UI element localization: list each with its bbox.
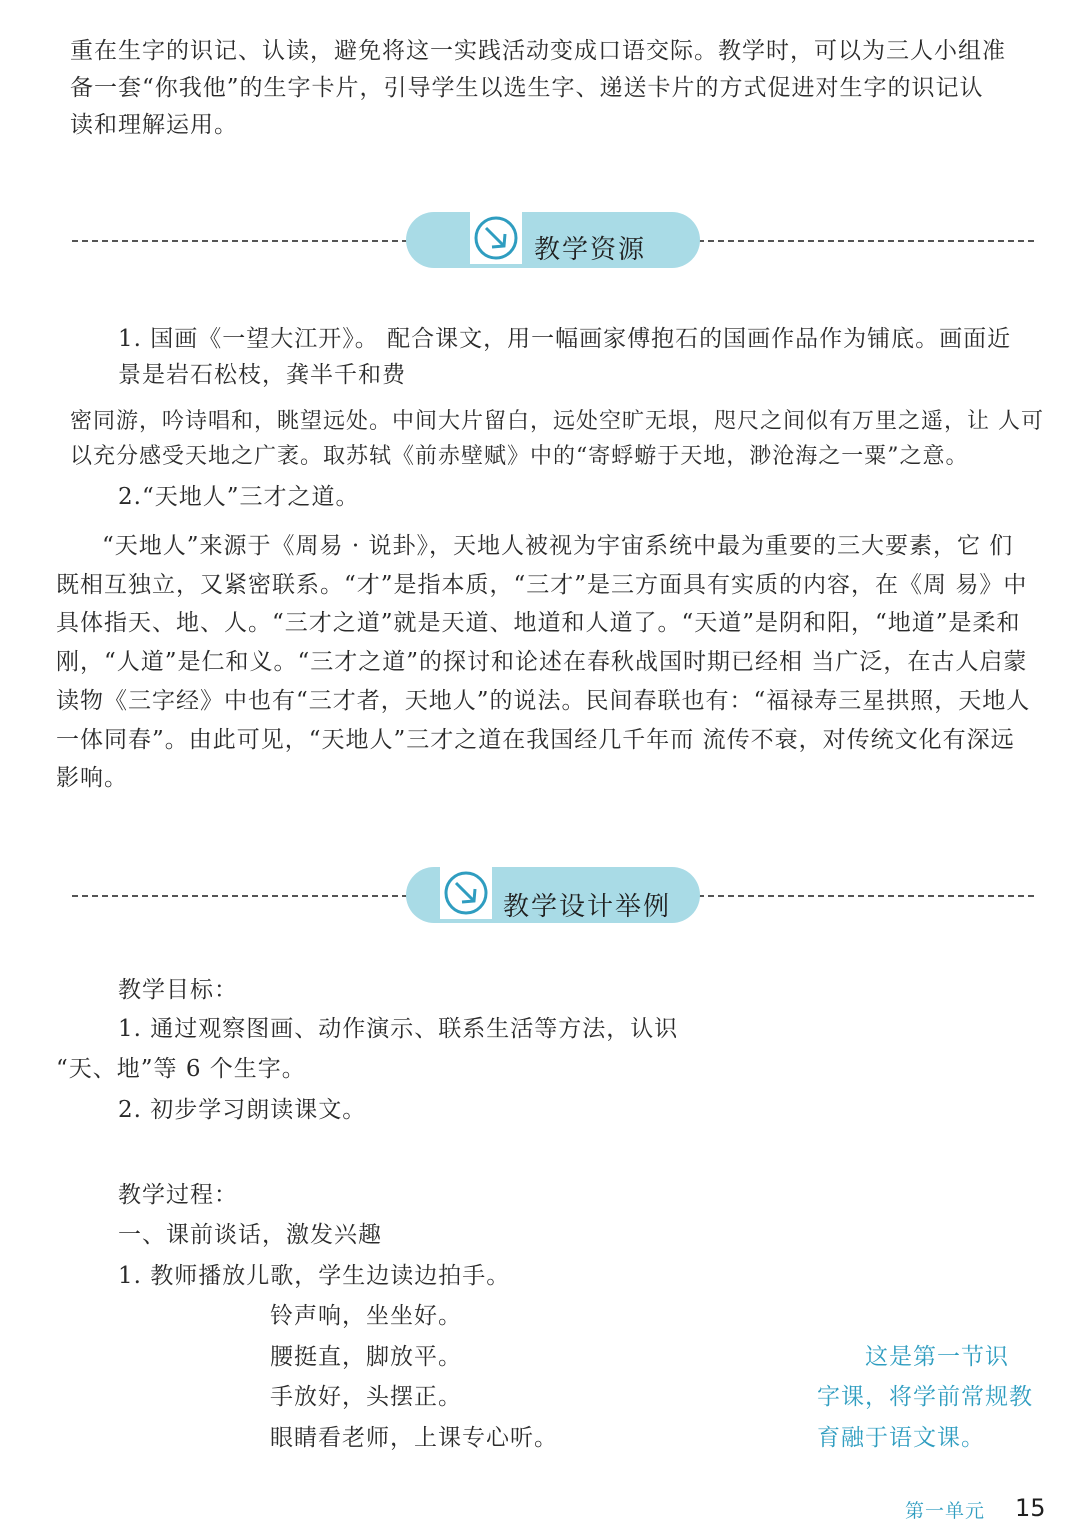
divider-right — [698, 895, 1034, 897]
poem-line: 腰挺直，脚放平。 — [270, 1344, 462, 1370]
body-line: 1. 通过观察图画、动作演示、联系生活等方法，认识 — [118, 1016, 679, 1042]
intro-line: 重在生字的识记、认读，避免将这一实践活动变成口语交际。教学时，可以为三人小组准 — [70, 38, 1006, 64]
body-line: 刚，“人道”是仁和义。“三才之道”的探讨和论述在春秋战国时期已经相 当广泛，在古人启蒙 — [56, 649, 1028, 675]
intro-line: 读和理解运用。 — [70, 112, 238, 138]
body-line: 既相互独立，又紧密联系。“才”是指本质，“三才”是三方面具有实质的内容，在《周 易》中 — [56, 572, 1028, 598]
arrow-circle-icon — [470, 212, 522, 264]
divider-right — [698, 240, 1034, 242]
side-note-line: 这是第一节识 — [865, 1344, 1009, 1370]
side-note-line: 育融于语文课。 — [817, 1425, 985, 1451]
poem-line: 眼睛看老师，上课专心听。 — [270, 1425, 558, 1451]
body-line: 2.“天地人”三才之道。 — [118, 484, 360, 510]
intro-line: 备一套“你我他”的生字卡片，引导学生以选生字、递送卡片的方式促进对生字的识记认 — [70, 75, 984, 101]
body-line: 影响。 — [56, 765, 128, 791]
body-line: 以充分感受天地之广袤。取苏轼《前赤壁赋》中的“寄蜉蝣于天地，渺沧海之一粟”之意。 — [70, 444, 969, 469]
divider-left — [72, 895, 408, 897]
page-number: 15 — [1015, 1494, 1046, 1522]
body-line: 1. 教师播放儿歌，学生边读边拍手。 — [118, 1263, 511, 1289]
body-line: “天、地”等 6 个生字。 — [56, 1056, 306, 1082]
poem-line: 铃声响，坐坐好。 — [270, 1303, 462, 1329]
body-line: 密同游，吟诗唱和，眺望远处。中间大片留白，远处空旷无垠，咫尺之间似有万里之遥，让 人可 — [70, 409, 1044, 434]
body-line: 1. 国画《一望大江开》。 配合课文，用一幅画家傅抱石的国画作品作为铺底。画面近 — [118, 326, 1012, 352]
body-line: 教学目标： — [118, 977, 238, 1003]
body-line: 教学过程： — [118, 1182, 238, 1208]
section-title: 教学资源 — [534, 235, 647, 265]
footer-unit: 第一单元 — [905, 1500, 986, 1522]
arrow-circle-icon — [440, 867, 492, 919]
divider-left — [72, 240, 408, 242]
body-line: “天地人”来源于《周易 · 说卦》，天地人被视为宇宙系统中最为重要的三大要素，它 们 — [102, 533, 1014, 559]
body-line: 一体同春”。由此可见，“天地人”三才之道在我国经几千年而 流传不衰，对传统文化有深远 — [56, 727, 1015, 753]
body-line: 具体指天、地、人。“三才之道”就是天道、地道和人道了。“天道”是阴和阳，“地道”是柔和 — [56, 610, 1021, 636]
body-line: 2. 初步学习朗读课文。 — [118, 1097, 367, 1123]
poem-line: 手放好，头摆正。 — [270, 1384, 462, 1410]
body-line: 一、课前谈话，激发兴趣 — [118, 1222, 382, 1248]
body-line: 景是岩石松枝，龚半千和费 — [118, 362, 406, 388]
section-title: 教学设计举例 — [503, 892, 672, 922]
side-note-line: 字课，将学前常规教 — [817, 1384, 1033, 1410]
body-line: 读物《三字经》中也有“三才者，天地人”的说法。民间春联也有：“福禄寿三星拱照，天地人 — [56, 688, 1031, 714]
